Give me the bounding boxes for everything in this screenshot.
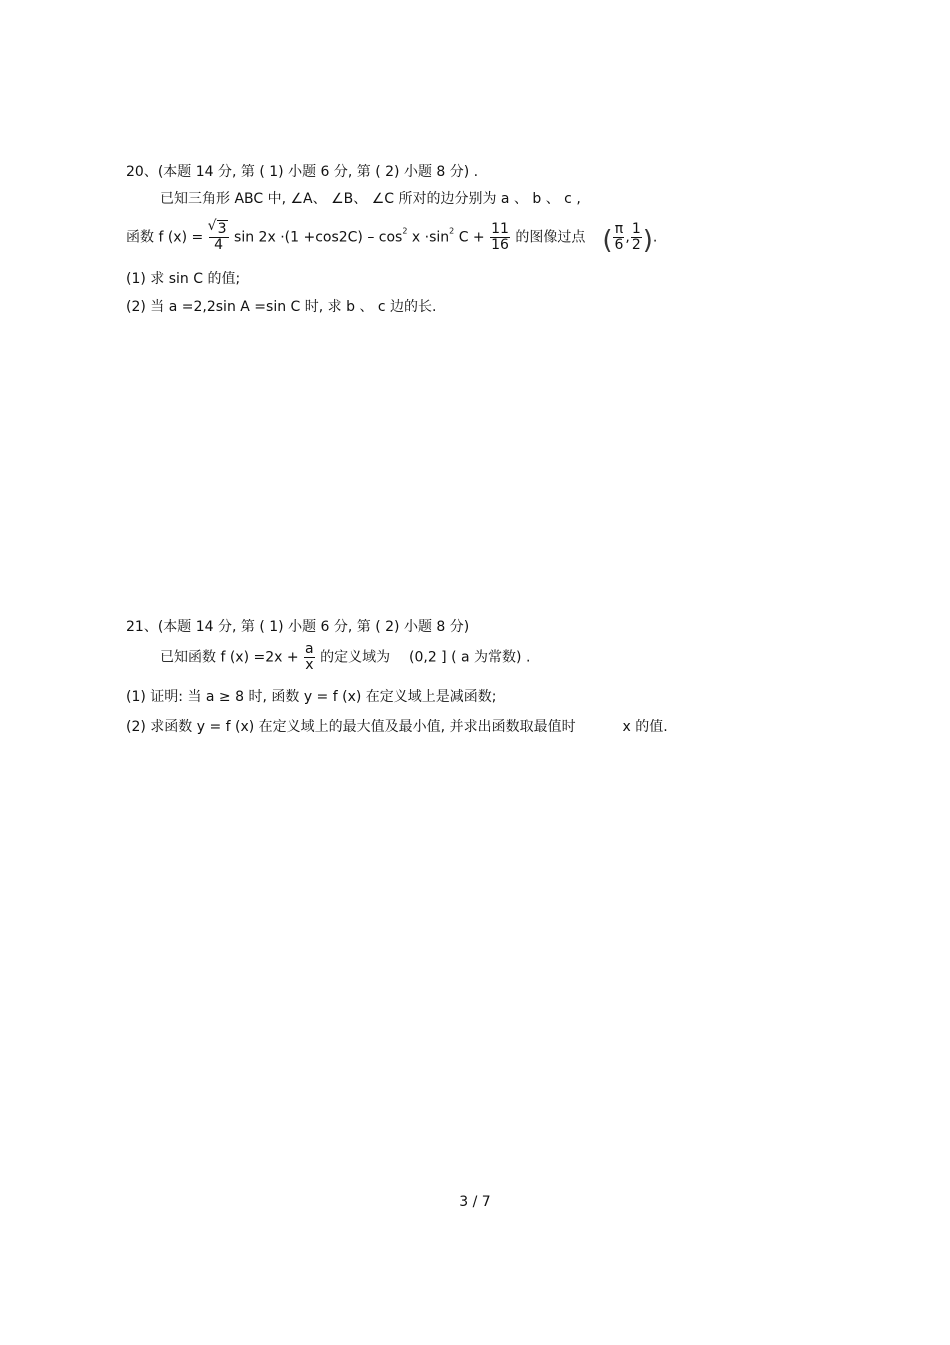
q20-function: 函数 f (x) = √ $\frac{3}{4}$ $\sin 2x \cdot(1 +\cos 2C) - \cos^2 x \cdot\sin^2$ C + $\frac{11}{16}$ 的图像过点 ( $\frac{\pi}{6}$ , $\frac{1}{2}$ ). — [126, 222, 657, 253]
q20-fn-label: 函数 f (x) = — [126, 229, 204, 246]
q20-fn-mid3: C + — [458, 229, 485, 246]
q20-frac-sqrt3-over-4: √ $\frac{3}{4}$ — [209, 222, 229, 253]
q20-part2: (2) 当 a =2,2sin A =sin C 时, 求 b 、 c 边的长. — [126, 299, 437, 315]
q20-given: 已知三角形 ABC 中, ∠A、 ∠B、 ∠C 所对的边分别为 a 、 b 、 c , — [160, 191, 581, 207]
q21-domain-note: ( a 为常数) . — [451, 649, 531, 666]
q21-fn-tail: 的定义域为 — [320, 649, 391, 666]
q21-frac-a-over-x: $\frac{a}{x}$ — [305, 641, 314, 673]
q21-domain: (0,2 ] — [409, 649, 447, 666]
q21-function — [160, 642, 530, 673]
q20-fn-mid: sin 2x ·(1 +cos2C) – cos — [234, 229, 403, 246]
q20-sup1: 2 — [402, 226, 408, 236]
sqrt-symbol: √ 3 — [210, 222, 228, 237]
page-number: 3 / 7 — [459, 1194, 491, 1210]
q21-part2-tail: x 的值. — [622, 719, 668, 735]
q21-part2 — [126, 718, 668, 736]
q20-fn-mid2: x ·sin — [411, 229, 450, 246]
q20-frac-11-over-16: $\frac{11}{16}$ — [491, 221, 509, 253]
q21-part2-text: (2) 求函数 y = f (x) 在定义域上的最大值及最小值, 并求出函数取最值时 — [126, 719, 576, 735]
q20-point-x: $\frac{\pi}{6}$ — [614, 221, 624, 253]
q21-header: 21、(本题 14 分, 第 ( 1) 小题 6 分, 第 ( 2) 小题 8 分) — [126, 619, 470, 635]
q20-sup2: 2 — [449, 226, 455, 236]
q20-part1: (1) 求 sin C 的值; — [126, 271, 241, 287]
q21-part1: (1) 证明: 当 a ≥ 8 时, 函数 y = f (x) 在定义域上是减函数; — [126, 689, 497, 705]
q20-header: 20、(本题 14 分, 第 ( 1) 小题 6 分, 第 ( 2) 小题 8 分) . — [126, 164, 479, 180]
q20-fn-tail: 的图像过点 — [515, 229, 586, 246]
q20-point-y: $\frac{1}{2}$ — [631, 221, 641, 253]
q21-fn-label: 已知函数 f (x) =2x + — [160, 649, 299, 666]
